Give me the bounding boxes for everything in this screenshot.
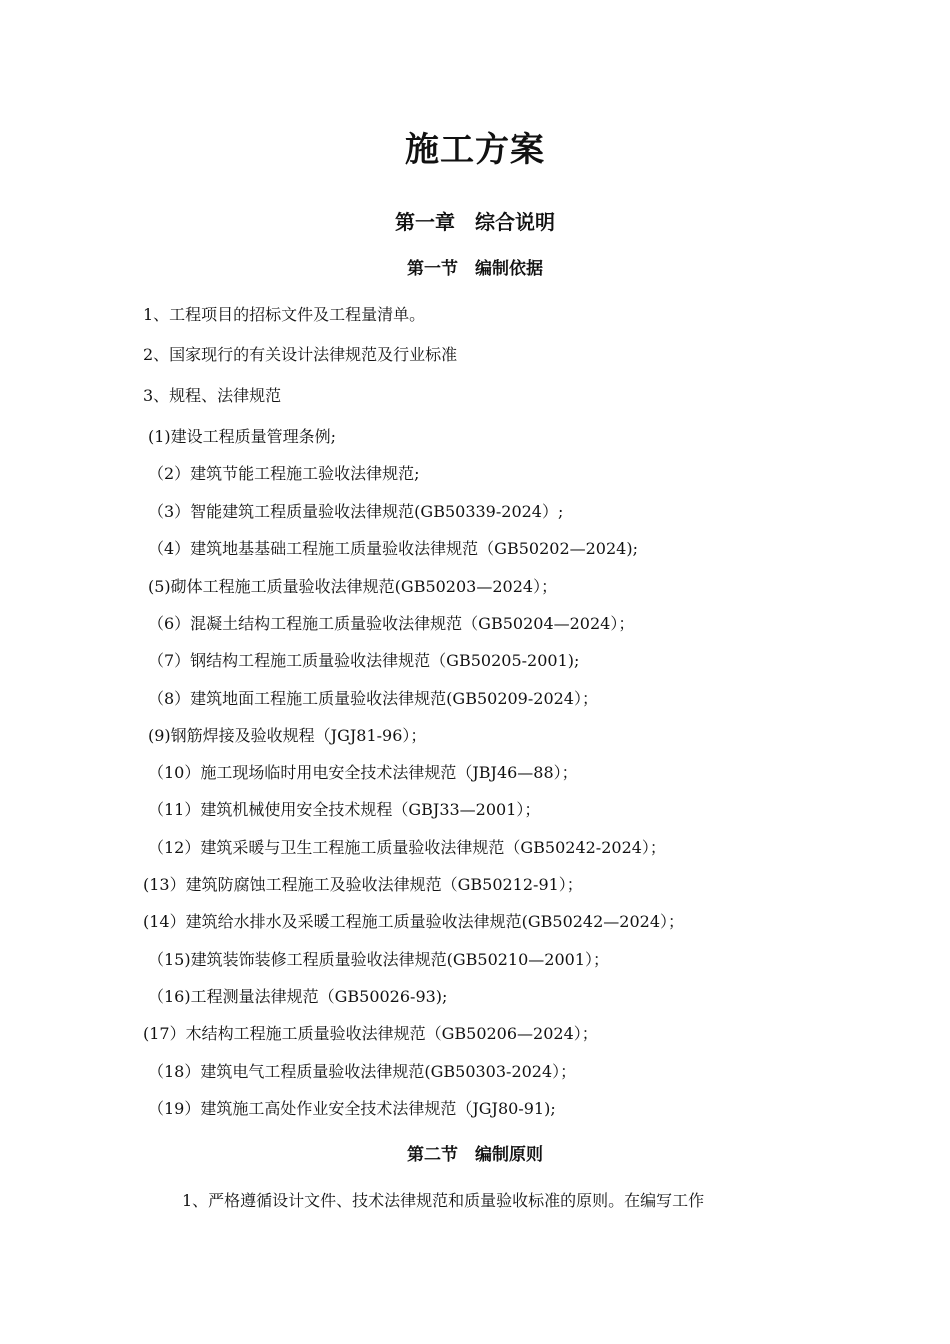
- standard-item: （8）建筑地面工程施工质量验收法律规范(GB50209-2024）；: [148, 689, 598, 708]
- standard-item: （7）钢结构工程施工质量验收法律规范（GB50205-2001);: [148, 651, 580, 670]
- standard-item: (1)建设工程质量管理条例;: [148, 427, 337, 446]
- standard-item: （11）建筑机械使用安全技术规程（GBJ33—2001）；: [148, 800, 541, 819]
- standard-item: （16)工程测量法律规范（GB50026-93);: [148, 987, 448, 1006]
- list-item: 1、工程项目的招标文件及工程量清单。: [143, 305, 426, 324]
- section-heading-basis: 第一节 编制依据: [407, 259, 543, 279]
- list-item: 2、国家现行的有关设计法律规范及行业标准: [143, 345, 458, 364]
- paragraph-text: 1、严格遵循设计文件、技术法律规范和质量验收标准的原则。在编写工作: [182, 1191, 705, 1210]
- standard-item: (13）建筑防腐蚀工程施工及验收法律规范（GB50212-91）；: [143, 875, 583, 894]
- standard-item: (9)钢筋焊接及验收规程（JGJ81-96）；: [148, 726, 427, 745]
- standard-item: (5)砌体工程施工质量验收法律规范(GB50203—2024）；: [148, 577, 558, 596]
- standard-item: （2）建筑节能工程施工验收法律规范;: [148, 464, 420, 483]
- list-item: 3、规程、法律规范: [143, 386, 282, 405]
- standard-item: （19）建筑施工高处作业安全技术法律规范（JGJ80-91);: [148, 1099, 556, 1118]
- standard-item: (14）建筑给水排水及采暖工程施工质量验收法律规范(GB50242—2024）；: [143, 912, 685, 931]
- standard-item: （12）建筑采暖与卫生工程施工质量验收法律规范（GB50242-2024）；: [148, 838, 666, 857]
- section-heading-principles: 第二节 编制原则: [407, 1145, 543, 1165]
- standard-item: （18）建筑电气工程质量验收法律规范(GB50303-2024）；: [148, 1062, 577, 1081]
- standard-item: (17）木结构工程施工质量验收法律规范（GB50206—2024）；: [143, 1024, 598, 1043]
- standard-item: （6）混凝土结构工程施工质量验收法律规范（GB50204—2024）；: [148, 614, 635, 633]
- standard-item: （15)建筑装饰装修工程质量验收法律规范(GB50210—2001）；: [148, 950, 610, 969]
- chapter-heading: 第一章 综合说明: [395, 210, 555, 234]
- standard-item: （4）建筑地基基础工程施工质量验收法律规范（GB50202—2024);: [148, 539, 638, 558]
- document-title: 施工方案: [405, 130, 545, 170]
- standard-item: （3）智能建筑工程质量验收法律规范(GB50339-2024）;: [148, 502, 564, 521]
- standard-item: （10）施工现场临时用电安全技术法律规范（JBJ46—88）；: [148, 763, 578, 782]
